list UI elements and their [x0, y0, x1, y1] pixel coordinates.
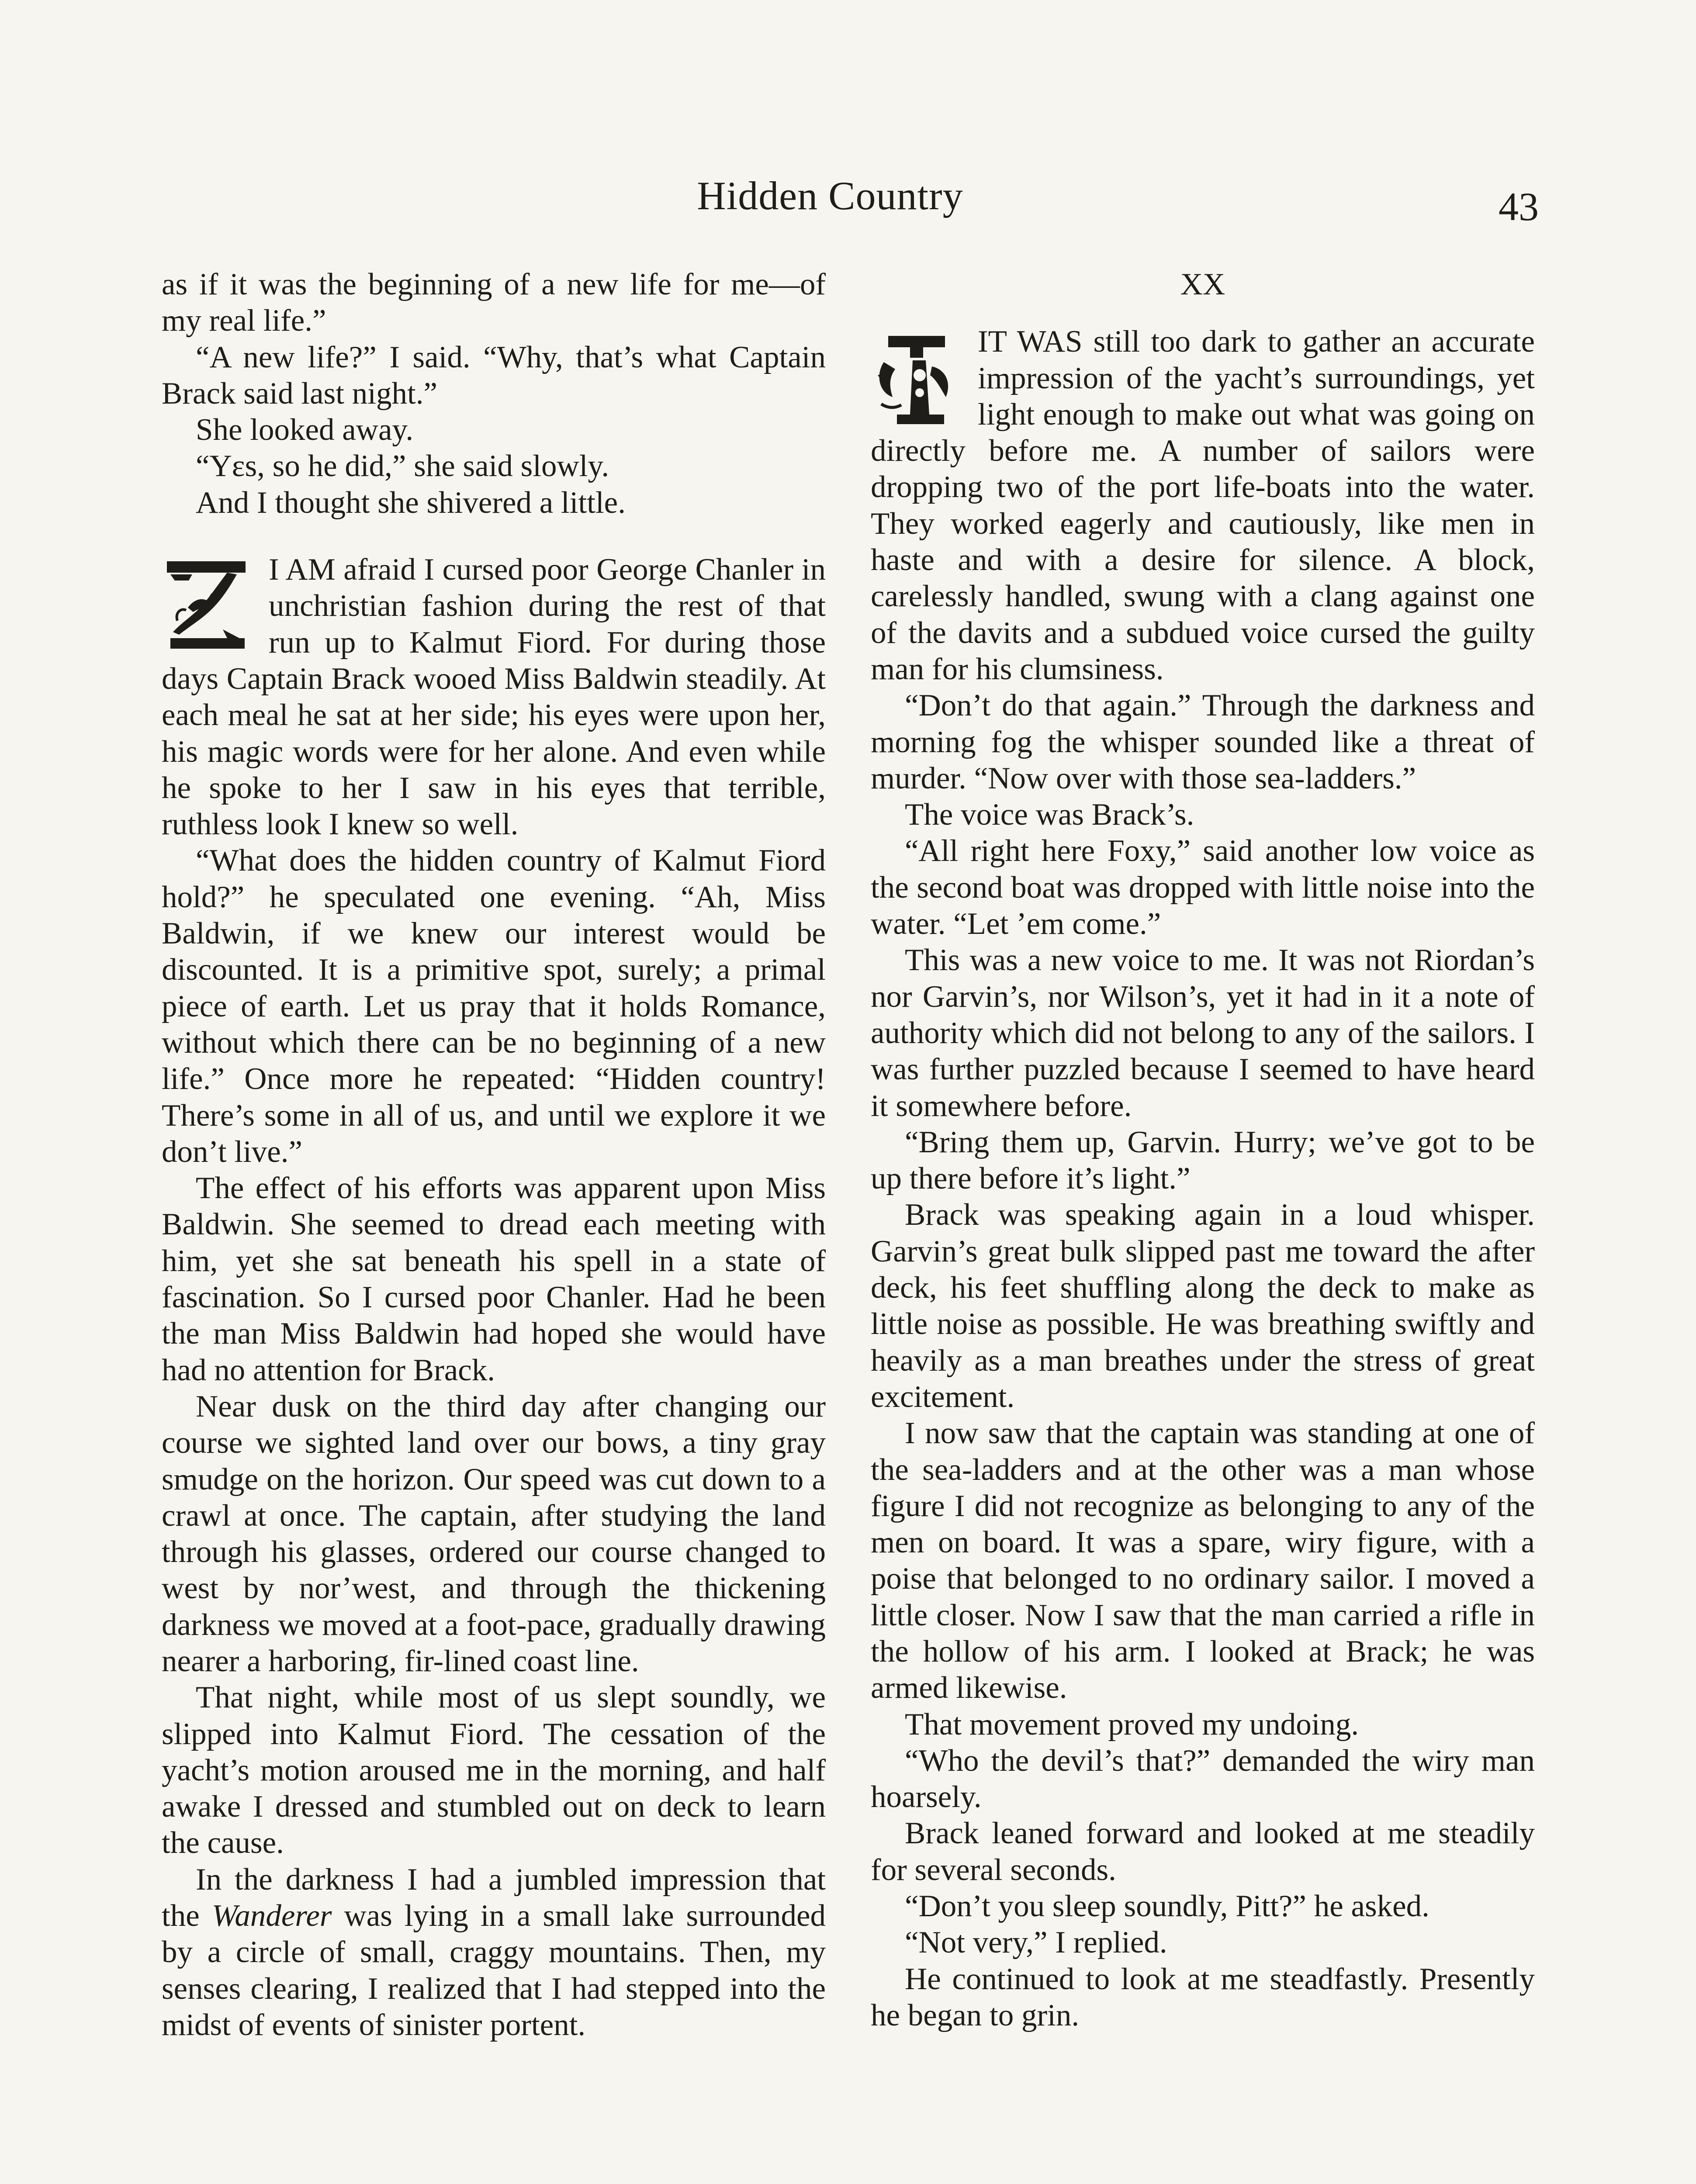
paragraph: She looked away. [196, 413, 414, 447]
paragraph: “What does the hidden country of Kalmut Fiord hold?” he speculated one evening. “Ah, Miss Baldwin, if we knew our interest would be discounted. It is a primitive spot, surely; a primal piece of earth. Let us pray that it holds Romance, without which there can be no beginning of a new life.” Once more he repeated: “Hidden country! There’s some in all of us, and until we explore it we don’t live.” [162, 843, 826, 1169]
ship-name: Wanderer [211, 1899, 332, 1933]
paragraph: Brack leaned forward and looked at me steadily for several seconds. [871, 1816, 1535, 1887]
paragraph: “Who the devil’s that?” demanded the wiry man hoarsely. [871, 1743, 1535, 1814]
paragraph: He continued to look at me steadfastly. Presently he began to grin. [871, 1962, 1535, 2032]
paragraph-text: was lying in a small lake surrounded by a circle of small, craggy mountains. Then, my senses clearing, I realized that I had stepped into the midst of events of sinister portent. [162, 1899, 826, 2042]
ornamental-dropcap-icon [162, 555, 251, 656]
running-title: Hidden Country [697, 173, 963, 218]
ornamental-dropcap-icon [871, 327, 960, 428]
paragraph: “Bring them up, Garvin. Hurry; we’ve got to be up there before it’s light.” [871, 1125, 1535, 1196]
paragraph: The voice was Brack’s. [905, 798, 1194, 832]
paragraph: “All right here Foxy,” said another low voice as the second boat was dropped with little noise into the water. “Let ’em come.” [871, 834, 1535, 941]
paragraph: I now saw that the captain was standing at one of the sea-ladders and at the other was a man whose figure I did not recognize as belonging to any of the men on board. It was a spare, wiry figure, with a poise that belonged to no ordinary sailor. I moved a little closer. Now I saw that the man carried a rifle in the hollow of his arm. I looked at Brack; he was armed likewise. [871, 1416, 1535, 1705]
chapter-number: XX [1180, 267, 1225, 301]
paragraph-text: I AM afraid I cursed poor George Chanler in unchristian fashion during the rest of that run up to Kalmut Fiord. For during those days Captain Brack wooed Miss Baldwin steadily. At each meal he sat at her side; his eyes were upon her, his magic words were for her alone. And even while he spoke to her I saw in his eyes that terrible, ruthless look I knew so well. [162, 553, 826, 842]
paragraph: “Not very,” I replied. [905, 1925, 1167, 1960]
left-column [162, 266, 826, 2043]
paragraph-with-dropcap [871, 324, 1535, 688]
page-number: 43 [1499, 184, 1539, 229]
paragraph-text: IT WAS still too dark to gather an accurate impression of the yacht’s surroundings, yet light enough to make out what was going on directly before me. A number of sailors were dropping two of the port life-boats into the water. They worked eagerly and cautiously, like men in haste and with a desire for silence. A block, carelessly handled, swung with a clang against one of the davits and a subdued voice cursed the guilty man for his clumsiness. [871, 325, 1535, 686]
paragraph-text: In the darkness I had a jumbled impression that the [162, 1862, 826, 1933]
paragraph: That night, while most of us slept soundly, we slipped into Kalmut Fiord. The cessation of the yacht’s motion aroused me in the morning, and half awake I dressed and stumbled out on deck to learn the cause. [162, 1680, 826, 1860]
paragraph: “Don’t do that again.” Through the darkness and morning fog the whisper sounded like a threat of murder. “Now over with those sea-ladders.” [871, 688, 1535, 795]
paragraph-with-dropcap [162, 552, 826, 843]
paragraph: “Yεs, so he did,” she said slowly. [196, 449, 609, 484]
paragraph: Near dusk on the third day after changing our course we sighted land over our bows, a tiny gray smudge on the horizon. Our speed was cut down to a crawl at once. The captain, after studying the land through his glasses, ordered our course changed to west by nor’west, and through the thickening darkness we moved at a foot-pace, gradually drawing nearer a harboring, fir-lined coast line. [162, 1389, 826, 1678]
paragraph: Brack was speaking again in a loud whisper. Garvin’s great bulk slipped past me toward the after deck, his feet shuffling along the deck to make as little noise as possible. He was breathing swiftly and heavily as a man breathes under the stress of great excitement. [871, 1198, 1535, 1414]
paragraph: “Don’t you sleep soundly, Pitt?” he asked. [905, 1889, 1429, 1924]
paragraph: The effect of his efforts was apparent upon Miss Baldwin. She seemed to dread each meeting with him, yet she sat beneath his spell in a state of fascination. So I cursed poor Chanler. Had he been the man Miss Baldwin had hoped she would have had no attention for Brack. [162, 1171, 826, 1387]
paragraph [162, 1862, 826, 2043]
paragraph: And I thought she shivered a little. [196, 485, 626, 520]
paragraph: This was a new voice to me. It was not Riordan’s nor Garvin’s, nor Wilson’s, yet it had in it a note of authority which did not belong to any of the sailors. I was further puzzled because I seemed to have heard it somewhere before. [871, 943, 1535, 1123]
paragraph: “A new life?” I said. “Why, that’s what Captain Brack said last night.” [162, 340, 826, 411]
paragraph: as if it was the beginning of a new life for me—of my real life.” [162, 267, 826, 338]
right-column [871, 266, 1535, 2034]
paragraph: That movement proved my undoing. [905, 1707, 1359, 1742]
